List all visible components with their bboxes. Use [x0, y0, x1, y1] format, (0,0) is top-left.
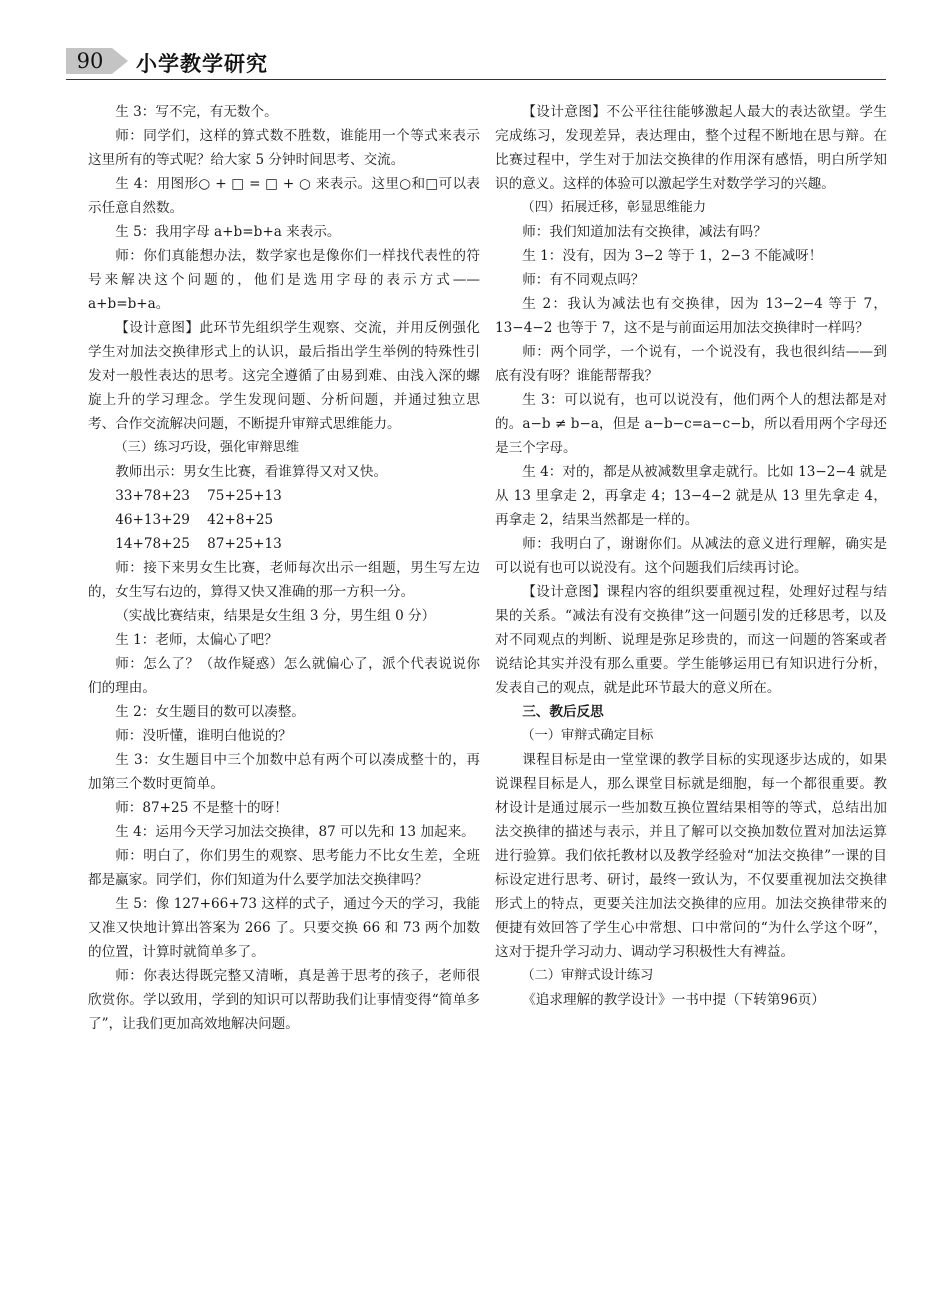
paragraph: 师：你表达得既完整又清晰，真是善于思考的孩子，老师很欣赏你。学以致用，学到的知识可以帮助我们让事情变得“简单多了”，让我们更加高效地解决问题。	[88, 968, 480, 1032]
paragraph: 师：两个同学，一个说有，一个说没有，我也很纠结——到底有没有呀？谁能帮帮我？	[495, 344, 887, 384]
paragraph: 师：我们知道加法有交换律，减法有吗？	[522, 224, 767, 240]
journal-title: 小学教学研究	[136, 52, 268, 76]
paragraph: 生 5：像 127+66+73 这样的式子，通过今天的学习，我能又准又快地计算出答案为 266 了。只要交换 66 和 73 两个加数的位置，计算时就简单多了。	[88, 896, 480, 960]
paragraph: 生 4：用图形○ + □ = □ + ○ 来表示。这里○和□可以表示任意自然数。	[88, 176, 480, 216]
paragraph: 生 2：我认为减法也有交换律，因为 13−2−4 等于 7，13−4−2 也等于 7，这不是与前面运用加法交换律时一样吗？	[495, 296, 887, 336]
paragraph: 生 5：我用字母 a+b=b+a 来表示。	[115, 224, 341, 240]
paragraph: 师：接下来男女生比赛，老师每次出示一组题，男生写左边的，女生写右边的，算得又快又准确的那一方积一分。	[88, 560, 480, 600]
paragraph: 教师出示：男女生比赛，看谁算得又对又快。	[115, 464, 388, 480]
design-intent-paragraph: 【设计意图】课程内容的组织要重视过程，处理好过程与结果的关系。“减法有没有交换律”这一问题引发的迁移思考，以及对不同观点的判断、说理是弥足珍贵的，而这一问题的答案或者说结论其实并没有那么重要。学生能够运用已有知识进行分析，发表自己的观点，就是此环节最大的意义所在。	[495, 584, 887, 696]
left-column	[88, 100, 480, 1036]
paragraph: 生 4：运用今天学习加法交换律，87 可以先和 13 加起来。	[115, 824, 475, 840]
paragraph: 生 1：没有，因为 3−2 等于 1，2−3 不能减呀！	[522, 248, 823, 264]
subsection-heading: （一）审辩式确定目标	[521, 728, 654, 743]
section-heading: （三）练习巧设，强化审辩思维	[114, 440, 300, 455]
paragraph: 师：87+25 不是整十的呀！	[115, 800, 288, 816]
paragraph: 师：明白了，你们男生的观察、思考能力不比女生差，全班都是赢家。同学们，你们知道为什么要学加法交换律吗？	[88, 848, 480, 888]
exercise-row: 14+78+25 87+25+13	[115, 536, 282, 552]
header-rule	[66, 79, 886, 80]
paragraph: 师：没听懂，谁明白他说的？	[115, 728, 292, 744]
page-header	[66, 44, 886, 78]
subsection-heading: （二）审辩式设计练习	[521, 968, 654, 983]
section-heading: （四）拓展迁移，彰显思维能力	[521, 200, 707, 215]
page-number: 90	[76, 49, 104, 73]
page-number-arrow	[112, 48, 128, 74]
exercise-row: 46+13+29 42+8+25	[115, 512, 274, 528]
paragraph: 生 4：对的，都是从被减数里拿走就行。比如 13−2−4 就是从 13 里拿走 2，再拿走 4；13−4−2 就是从 13 里先拿走 4，再拿走 2，结果当然都是一样的。	[495, 464, 887, 528]
paragraph: 师：有不同观点吗？	[522, 272, 645, 288]
design-intent-paragraph: 【设计意图】此环节先组织学生观察、交流，并用反例强化学生对加法交换律形式上的认识，最后指出学生举例的特殊性引发对一般性表达的思考。这完全遵循了由易到难、由浅入深的螺旋上升的学习理念。学生发现问题、分析问题，并通过独立思考、合作交流解决问题，不断提升审辩式思维能力。	[88, 320, 480, 432]
design-intent-paragraph: 【设计意图】不公平往往能够激起人最大的表达欲望。学生完成练习，发现差异，表达理由，整个过程不断地在思与辩。在比赛过程中，学生对于加法交换律的作用深有感悟，明白所学知识的意义。这样的体验可以激起学生对数学学习的兴趣。	[495, 104, 887, 192]
continued-note: 《追求理解的教学设计》一书中提（下转第96页）	[522, 992, 825, 1008]
paragraph: 生 3：可以说有，也可以说没有，他们两个人的想法都是对的。a−b ≠ b−a，但是 a−b−c=a−c−b，所以看用两个字母还是三个字母。	[495, 392, 887, 456]
paragraph: 师：你们真能想办法，数学家也是像你们一样找代表性的符号来解决这个问题的，他们是选用字母的表示方式——a+b=b+a。	[88, 248, 480, 312]
paragraph: 生 2：女生题目的数可以凑整。	[115, 704, 305, 720]
paragraph: 生 3：女生题目中三个加数中总有两个可以凑成整十的，再加第三个数时更简单。	[88, 752, 480, 792]
paragraph: 师：同学们，这样的算式数不胜数，谁能用一个等式来表示这里所有的等式呢？给大家 5 分钟时间思考、交流。	[88, 128, 480, 168]
paragraph: （实战比赛结束，结果是女生组 3 分，男生组 0 分）	[115, 608, 436, 624]
right-column	[495, 100, 887, 1012]
paragraph: 师：怎么了？（故作疑惑）怎么就偏心了，派个代表说说你们的理由。	[88, 656, 480, 696]
exercise-row: 33+78+23 75+25+13	[115, 488, 282, 504]
paragraph: 生 1：老师，太偏心了吧？	[115, 632, 278, 648]
paragraph: 生 3：写不完，有无数个。	[115, 104, 278, 120]
paragraph: 课程目标是由一堂堂课的教学目标的实现逐步达成的，如果说课程目标是人，那么课堂目标就是细胞，每一个都很重要。教材设计是通过展示一些加数互换位置结果相等的等式，总结出加法交换律的描述与表示，并且了解可以交换加数位置对加法运算进行验算。我们依托教材以及教学经验对“加法交换律”一课的目标设定进行思考、研讨，最终一致认为，不仅要重视加法交换律形式上的特点，更要关注加法交换律的应用。加法交换律带来的便捷有效回答了学生心中常想、口中常问的“为什么学这个呀”，这对于提升学习动力、调动学习积极性大有裨益。	[495, 752, 887, 960]
paragraph: 师：我明白了，谢谢你们。从减法的意义进行理解，确实是可以说有也可以说没有。这个问题我们后续再讨论。	[495, 536, 887, 576]
section-heading: 三、教后反思	[522, 704, 604, 720]
